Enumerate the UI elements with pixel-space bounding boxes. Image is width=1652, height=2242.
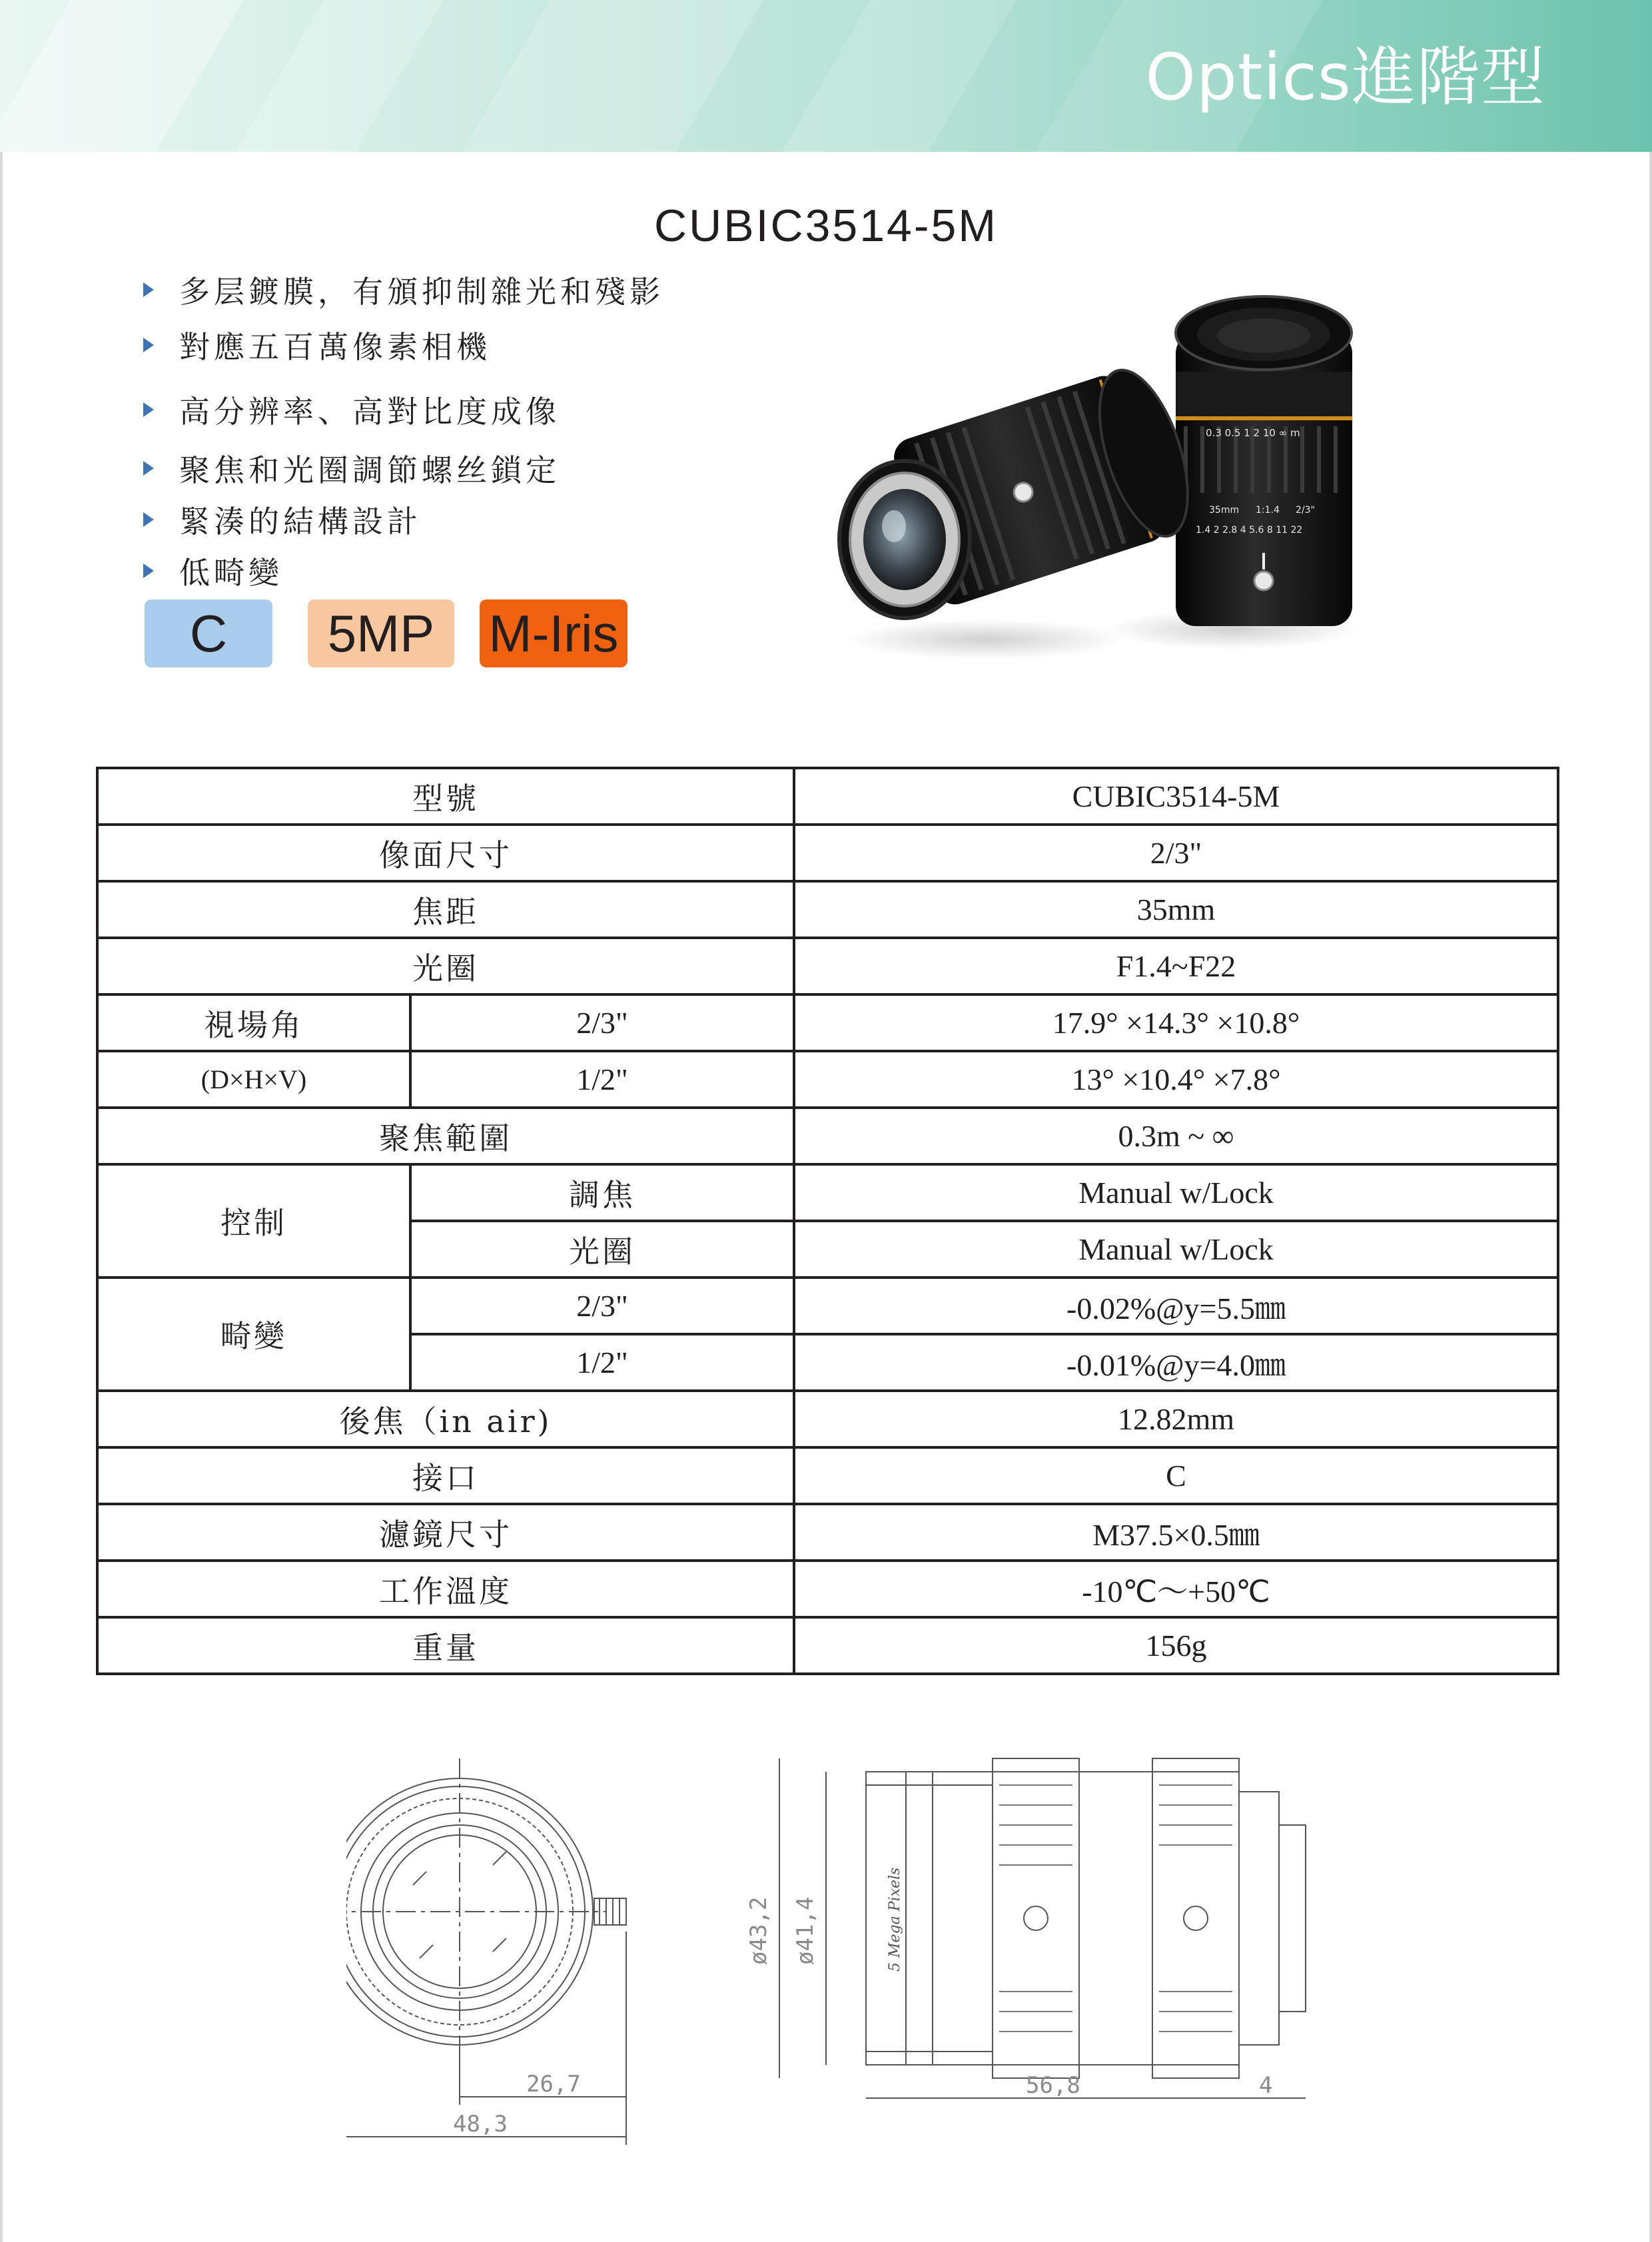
length-dimension: 56,8 bbox=[1026, 2072, 1080, 2099]
upright-lens bbox=[1176, 296, 1352, 626]
model-value: CUBIC3514-5M bbox=[794, 768, 1558, 825]
feature-item bbox=[143, 496, 422, 543]
feature-text: 多层鍍膜，有頒抑制雜光和殘影 bbox=[179, 274, 664, 310]
control-value: Manual w/Lock bbox=[794, 1221, 1558, 1278]
distortion-format: 2/3" bbox=[410, 1278, 794, 1334]
feature-item bbox=[143, 445, 560, 492]
resolution-tag: 5MP bbox=[308, 599, 454, 667]
feature-text: 對應五百萬像素相機 bbox=[179, 329, 491, 365]
front-inner-dimension: 26,7 bbox=[526, 2071, 581, 2097]
lens-shadow bbox=[846, 619, 1126, 659]
format-text: 2/3" bbox=[1296, 505, 1315, 516]
feature-text: 緊湊的結構設計 bbox=[179, 504, 422, 540]
table-row bbox=[97, 825, 1558, 881]
feature-text: 聚焦和光圈調節螺丝鎖定 bbox=[179, 452, 560, 488]
flange-dimension: 4 bbox=[1259, 2072, 1273, 2099]
right-edge-rule bbox=[1649, 152, 1652, 2242]
fov-format: 2/3" bbox=[410, 994, 794, 1051]
focal-length-label: 焦距 bbox=[97, 881, 794, 938]
product-title: CUBIC3514-5M bbox=[654, 200, 998, 251]
control-value: Manual w/Lock bbox=[794, 1164, 1558, 1221]
table-row bbox=[97, 1108, 1558, 1164]
bullet-icon bbox=[143, 563, 154, 578]
model-label: 型號 bbox=[97, 768, 794, 825]
focal-text: 35mm bbox=[1209, 505, 1240, 516]
aperture-scale-text: 1.4 2 2.8 4 5.6 8 11 22 bbox=[1196, 525, 1303, 536]
bullet-icon bbox=[143, 512, 154, 527]
focus-range-value: 0.3m ~ ∞ bbox=[794, 1108, 1558, 1164]
table-row bbox=[97, 1164, 1558, 1221]
spec-table bbox=[96, 767, 1559, 1675]
feature-item bbox=[143, 266, 664, 313]
filter-size-label: 濾鏡尺寸 bbox=[97, 1504, 794, 1561]
mount-label: 接口 bbox=[97, 1447, 794, 1504]
lock-screw-icon bbox=[1024, 1906, 1048, 1930]
table-row bbox=[97, 881, 1558, 938]
mount-tag: C bbox=[145, 599, 272, 667]
feature-item bbox=[143, 548, 283, 594]
focal-length-value: 35mm bbox=[794, 881, 1558, 938]
feature-item bbox=[143, 322, 491, 368]
aperture-value: F1.4~F22 bbox=[794, 938, 1558, 994]
table-row bbox=[97, 1278, 1558, 1334]
brand-marking-text: 5 Mega Pixels bbox=[887, 1867, 903, 1972]
table-row bbox=[97, 1504, 1558, 1561]
bullet-icon bbox=[143, 402, 154, 417]
table-row bbox=[97, 1617, 1558, 1674]
back-focus-label: 後焦（in air) bbox=[97, 1391, 794, 1447]
feature-text: 高分辨率、高對比度成像 bbox=[179, 394, 560, 430]
table-row bbox=[97, 938, 1558, 994]
table-row bbox=[97, 1561, 1558, 1617]
side-view-drawing bbox=[739, 1745, 1326, 2145]
image-format-label: 像面尺寸 bbox=[97, 825, 794, 881]
fov-value: 13° ×10.4° ×7.8° bbox=[794, 1051, 1558, 1108]
outer-diameter-dimension: ø43,2 bbox=[745, 1896, 772, 1965]
bullet-icon bbox=[143, 282, 154, 297]
table-row bbox=[97, 1391, 1558, 1447]
image-format-value: 2/3" bbox=[794, 825, 1558, 881]
operating-temp-label: 工作溫度 bbox=[97, 1561, 794, 1617]
ratio-text: 1:1.4 bbox=[1256, 505, 1280, 516]
left-edge-rule bbox=[0, 152, 3, 2242]
table-row bbox=[97, 1447, 1558, 1504]
table-row bbox=[97, 768, 1558, 825]
bullet-icon bbox=[143, 461, 154, 476]
table-row bbox=[97, 994, 1558, 1051]
weight-value: 156g bbox=[794, 1617, 1558, 1674]
back-focus-value: 12.82mm bbox=[794, 1391, 1558, 1447]
lock-screw-icon bbox=[1254, 571, 1273, 590]
mount-value: C bbox=[794, 1447, 1558, 1504]
distortion-value: -0.02%@y=5.5㎜ bbox=[794, 1278, 1558, 1334]
filter-size-value: M37.5×0.5㎜ bbox=[794, 1504, 1558, 1561]
control-item: 調焦 bbox=[410, 1164, 794, 1221]
feature-item bbox=[143, 386, 560, 433]
table-row bbox=[97, 1051, 1558, 1108]
control-item: 光圈 bbox=[410, 1221, 794, 1278]
distortion-value: -0.01%@y=4.0㎜ bbox=[794, 1334, 1558, 1391]
bullet-icon bbox=[143, 338, 154, 352]
iris-tag: M-Iris bbox=[480, 599, 627, 667]
focus-range-label: 聚焦範圍 bbox=[97, 1108, 794, 1164]
control-label: 控制 bbox=[97, 1164, 410, 1278]
fov-format: 1/2" bbox=[410, 1051, 794, 1108]
distortion-format: 1/2" bbox=[410, 1334, 794, 1391]
inner-diameter-dimension: ø41,4 bbox=[792, 1896, 819, 1965]
weight-label: 重量 bbox=[97, 1617, 794, 1674]
fov-sublabel: (D×H×V) bbox=[97, 1051, 410, 1108]
feature-text: 低畸變 bbox=[179, 555, 283, 591]
banner-facet bbox=[236, 0, 444, 152]
product-photo bbox=[833, 293, 1379, 679]
front-outer-dimension: 48,3 bbox=[453, 2111, 508, 2137]
distortion-label: 畸變 bbox=[97, 1278, 410, 1391]
banner-facet bbox=[462, 0, 763, 152]
banner-facet bbox=[0, 0, 244, 152]
focus-scale-text: 0.3 0.5 1 2 10 ∞ m bbox=[1206, 427, 1300, 439]
lock-screw-icon bbox=[1184, 1906, 1208, 1930]
aperture-label: 光圈 bbox=[97, 938, 794, 994]
front-view-drawing bbox=[346, 1732, 719, 2171]
page-category-title: Optics進階型 bbox=[1145, 40, 1545, 115]
fov-value: 17.9° ×14.3° ×10.8° bbox=[794, 994, 1558, 1051]
fov-label: 視場角 bbox=[97, 994, 410, 1051]
header-banner bbox=[0, 0, 1652, 152]
operating-temp-value: -10℃～+50℃ bbox=[794, 1561, 1558, 1617]
banner-facet bbox=[782, 0, 1017, 152]
